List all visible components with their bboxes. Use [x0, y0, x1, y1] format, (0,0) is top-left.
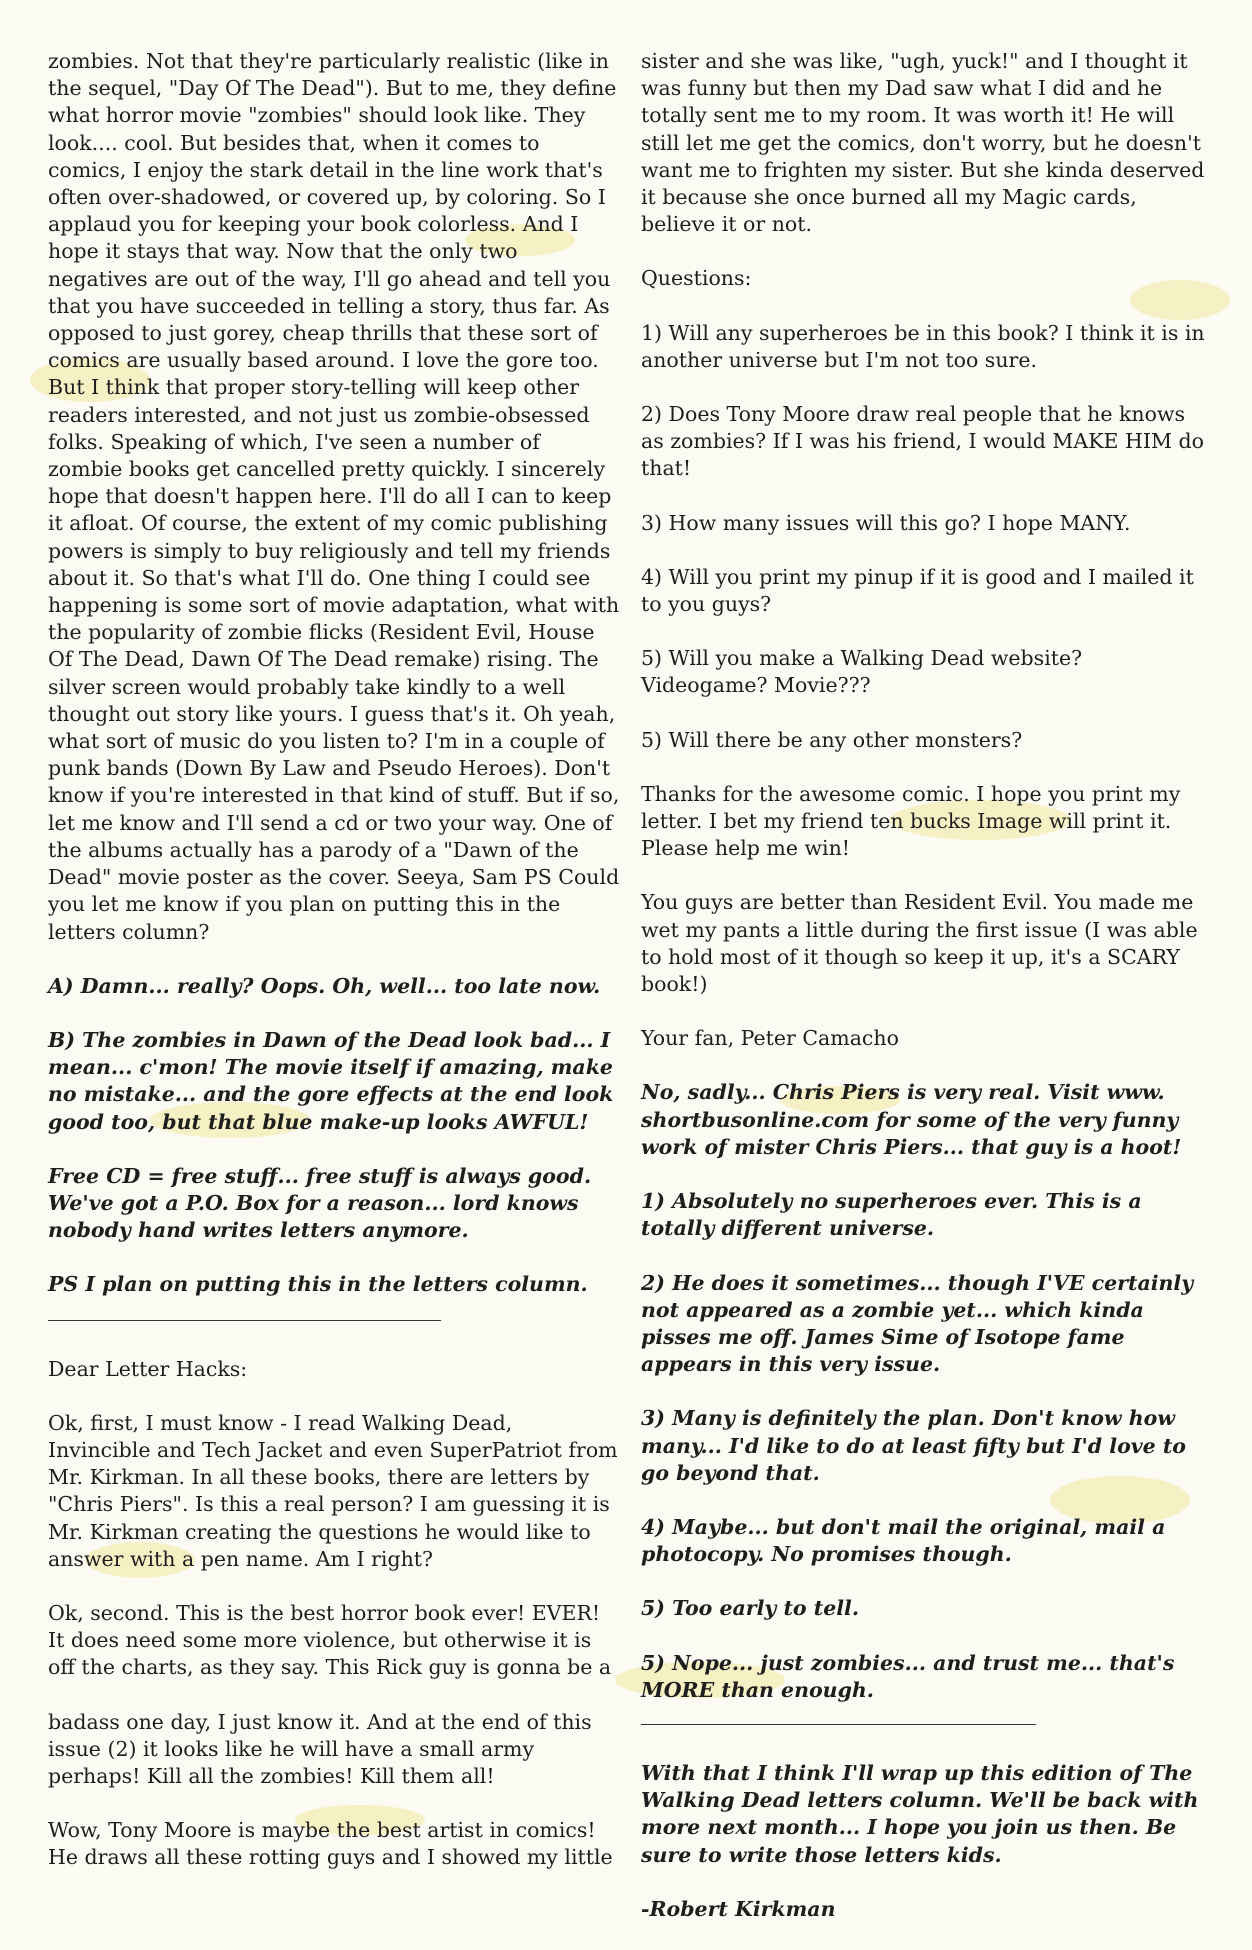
reply-5a: 5) Too early to tell. — [641, 1596, 859, 1621]
reply-2: 2) He does it sometimes... though I'VE certainly not appeared as a zombie yet... which kinda pisses me off. James Sime of Isotope fame appears in this very issue. — [641, 1270, 1194, 1377]
question-2: 2) Does Tony Moore draw real people that he knows as zombies? If I was his friend, I would MAKE HIM do that! — [641, 402, 1204, 481]
reply-a: A) Damn... really? Oops. Oh, well... too late now. — [48, 973, 601, 998]
better-paragraph: You guys are better than Resident Evil. You made me wet my pants a little during the first issue (I was able to hold most of it though so keep it up, it's a SCARY book!) — [641, 890, 1198, 997]
questions-heading: Questions: — [641, 266, 752, 291]
question-5a: 5) Will you make a Walking Dead website? Videogame? Movie??? — [641, 646, 1083, 698]
thanks-paragraph: Thanks for the awesome comic. I hope you print my letter. I bet my friend ten bucks Image will print it. Please help me win! — [641, 781, 1181, 861]
question-5b: 5) Will there be any other monsters? — [641, 727, 1023, 752]
question-1: 1) Will any superheroes be in this book? I think it is in another universe but I'm not too sure. — [641, 320, 1205, 372]
reply-intro: No, sadly... Chris Piers is very real. Visit www. shortbusonline.com for some of the very funny work of mister Chris Piers... that guy is a hoot! — [641, 1080, 1182, 1159]
letter-one-body: zombies. Not that they're particularly realistic (like in the sequel, "Day Of The Dead"). But to me, they define what horror movie "zombies" should look like. They look.... cool. But besides that, when it comes to comics, I enjoy the stark detail in the line work that's often over-shadowed, or covered up, by coloring. So I applaud you for keeping your book colorless. And I hope it stays that way. Now that the only two negatives are out of the way, I'll go ahead and tell you that you have succeeded in telling a story, thus far. As opposed to just gorey, cheap thrills that these sort of comics are usually based around. I love the gore too. But I think that proper story-telling will keep other readers interested, and not just us zombie-obsessed folks. Speaking of which, I've seen a number of zombie books get cancelled pretty quickly. I sincerely hope that doesn't happen here. I'll do all I can to keep it afloat. Of course, the extent of my comic publishing powers is simply to buy religiously and tell my friends about it. So that's what I'll do. One thing I could see happening is some sort of movie adaptation, what with the popularity of zombie flicks (Resident Evil, House Of The Dead, Dawn Of The Dead remake) rising. The silver screen would probably take kindly to a well thought out story like yours. I guess that's it. Oh yeah, what sort of music do you listen to? I'm in a couple of punk bands (Down By Law and Pseudo Heroes). Don't know if you're interested in that kind of stuff. But if so, let me know and I'll send a cd or two your way. One of the albums actually has a parody of a "Dawn of the Dead" movie poster as the cover. Seeya, Sam PS Could you let me know if you plan on putting this in the letters column? — [48, 49, 620, 944]
signature: -Robert Kirkman — [641, 1896, 836, 1921]
reply-5b: 5) Nope... just zombies... and trust me... that's MORE than enough. — [641, 1650, 1175, 1702]
question-3: 3) How many issues will this go? I hope MANY. — [641, 510, 1131, 535]
separator-rule — [48, 1320, 441, 1321]
reply-b: B) The zombies in Dawn of the Dead look bad... I mean... c'mon! The movie itself if amazing, make no mistake... and the gore effects at the end look good too, but that blue make-up looks AWFUL! — [48, 1027, 614, 1134]
reply-1: 1) Absolutely no superheroes ever. This is a totally different universe. — [641, 1189, 1142, 1241]
reply-ps: PS I plan on putting this in the letters column. — [48, 1272, 588, 1297]
reply-free-cd: Free CD = free stuff... free stuff is always good. We've got a P.O. Box for a reason... lord knows nobody hand writes letters anymore. — [48, 1163, 592, 1243]
separator-rule-right — [641, 1724, 1036, 1725]
letter-two-paragraph-2b: badass one day, I just know it. And at the end of this issue (2) it looks like he will have a small army perhaps! Kill all the zombies! Kill them all! — [48, 1709, 592, 1788]
letter-two-salutation: Dear Letter Hacks: — [48, 1356, 248, 1381]
letter-two-paragraph-1: Ok, first, I must know - I read Walking Dead, Invincible and Tech Jacket and even SuperPatriot from Mr. Kirkman. In all these books, there are letters by "Chris Piers". Is this a real person? I am guessing it is Mr. Kirkman creating the questions he would like to answer with a pen name. Am I right? — [48, 1410, 618, 1571]
letter-two-paragraph-3-continued: sister and she was like, "ugh, yuck!" and I thought it was funny but then my Dad saw what I did and he totally sent me to my room. It was worth it! He will still let me get the comics, don't worry, but he doesn't want me to frighten my sister. But she kinda deserved it because she once burned all my Magic cards, believe it or not. — [641, 49, 1205, 237]
letter-two-paragraph-2a: Ok, second. This is the best horror book ever! EVER! It does need some more violence, but otherwise it is off the charts, as they say. This Rick guy is gonna be a — [48, 1600, 612, 1680]
question-4: 4) Will you print my pinup if it is good and I mailed it to you guys? — [641, 564, 1194, 617]
reply-3: 3) Many is definitely the plan. Don't know how many... I'd like to do at least fifty but I'd love to go beyond that. — [641, 1406, 1186, 1485]
left-column — [48, 48, 620, 1899]
right-column — [641, 48, 1213, 1950]
letter-two-paragraph-3: Wow, Tony Moore is maybe the best artist in comics! He draws all these rotting guys and I showed my little — [48, 1818, 613, 1870]
closing-paragraph: With that I think I'll wrap up this edition of The Walking Dead letters column. We'll be back with more next month... I hope you join us then. Be sure to write those letters kids. — [641, 1760, 1199, 1867]
reply-4: 4) Maybe... but don't mail the original, mail a photocopy. No promises though. — [641, 1514, 1166, 1567]
letter-signoff: Your fan, Peter Camacho — [641, 1026, 899, 1051]
